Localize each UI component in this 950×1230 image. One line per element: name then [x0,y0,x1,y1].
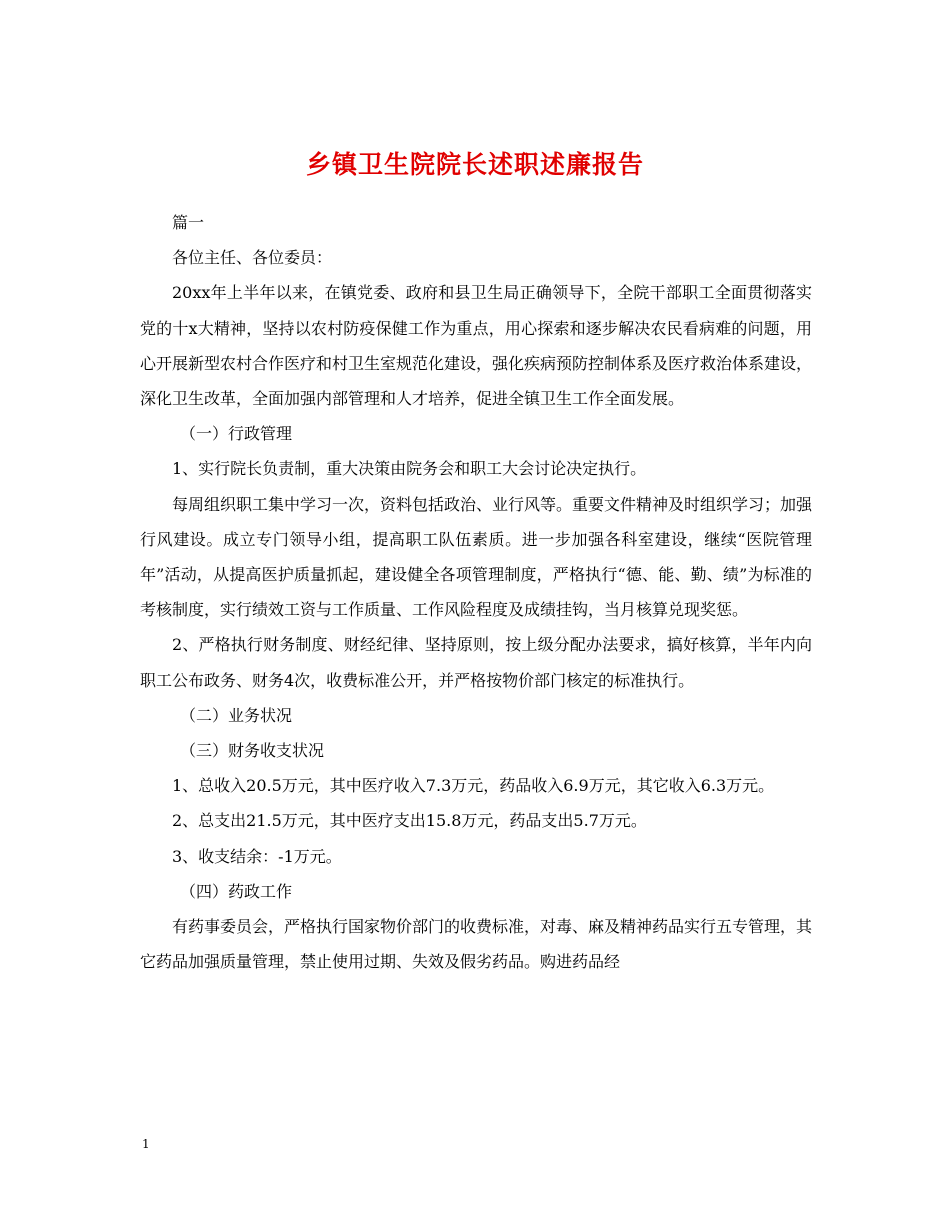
body-paragraph: 2、严格执行财务制度、财经纪律、坚持原则，按上级分配办法要求，搞好核算，半年内向职工公布政务、财务4次，收费标准公开，并严格按物价部门核定的标准执行。 [140,635,812,690]
section-label: 篇一 [172,213,205,232]
body-paragraph: 每周组织职工集中学习一次，资料包括政治、业行风等。重要文件精神及时组织学习；加强行风建设。成立专门领导小组，提高职工队伍素质。进一步加强各科室建设，继续“医院管理年”活动，从提高医护质量抓起，建设健全各项管理制度，严格执行“德、能、勤、绩”为标准的考核制度，实行绩效工资与工作质量、工作风险程度及成绩挂钩，当月核算兑现奖惩。 [140,494,813,620]
section-heading: （四）药政工作 [180,881,293,901]
body-paragraph: 1、总收入20.5万元，其中医疗收入7.3万元，药品收入6.9万元，其它收入6.3万元。 [172,776,775,796]
body-paragraph: 1、实行院长负责制，重大决策由院务会和职工大会讨论决定执行。 [172,459,647,479]
section-heading: （一）行政管理 [180,424,293,444]
section-heading: （三）财务收支状况 [180,741,325,761]
body-paragraph: 有药事委员会，严格执行国家物价部门的收费标准，对毒、麻及精神药品实行五专管理，其它药品加强质量管理，禁止使用过期、失效及假劣药品。购进药品经 [140,917,813,972]
document-body [140,205,812,979]
page-number: 1 [142,1137,150,1151]
body-paragraph: 2、总支出21.5万元，其中医疗支出15.8万元，药品支出5.7万元。 [172,811,647,831]
section-heading: （二）业务状况 [180,705,293,725]
document-title: 乡镇卫生院院长述职述廉报告 [305,149,644,179]
body-paragraph: 20xx年上半年以来，在镇党委、政府和县卫生局正确领导下，全院干部职工全面贯彻落实党的十x大精神，坚持以农村防疫保健工作为重点，用心探索和逐步解决农民看病难的问题，用心开展新型农村合作医疗和村卫生室规范化建设，强化疾病预防控制体系及医疗救治体系建设，深化卫生改革，全面加强内部管理和人才培养，促进全镇卫生工作全面发展。 [140,283,813,409]
body-paragraph: 3、收支结余：-1万元。 [172,846,342,866]
salutation: 各位主任、各位委员： [172,248,333,268]
